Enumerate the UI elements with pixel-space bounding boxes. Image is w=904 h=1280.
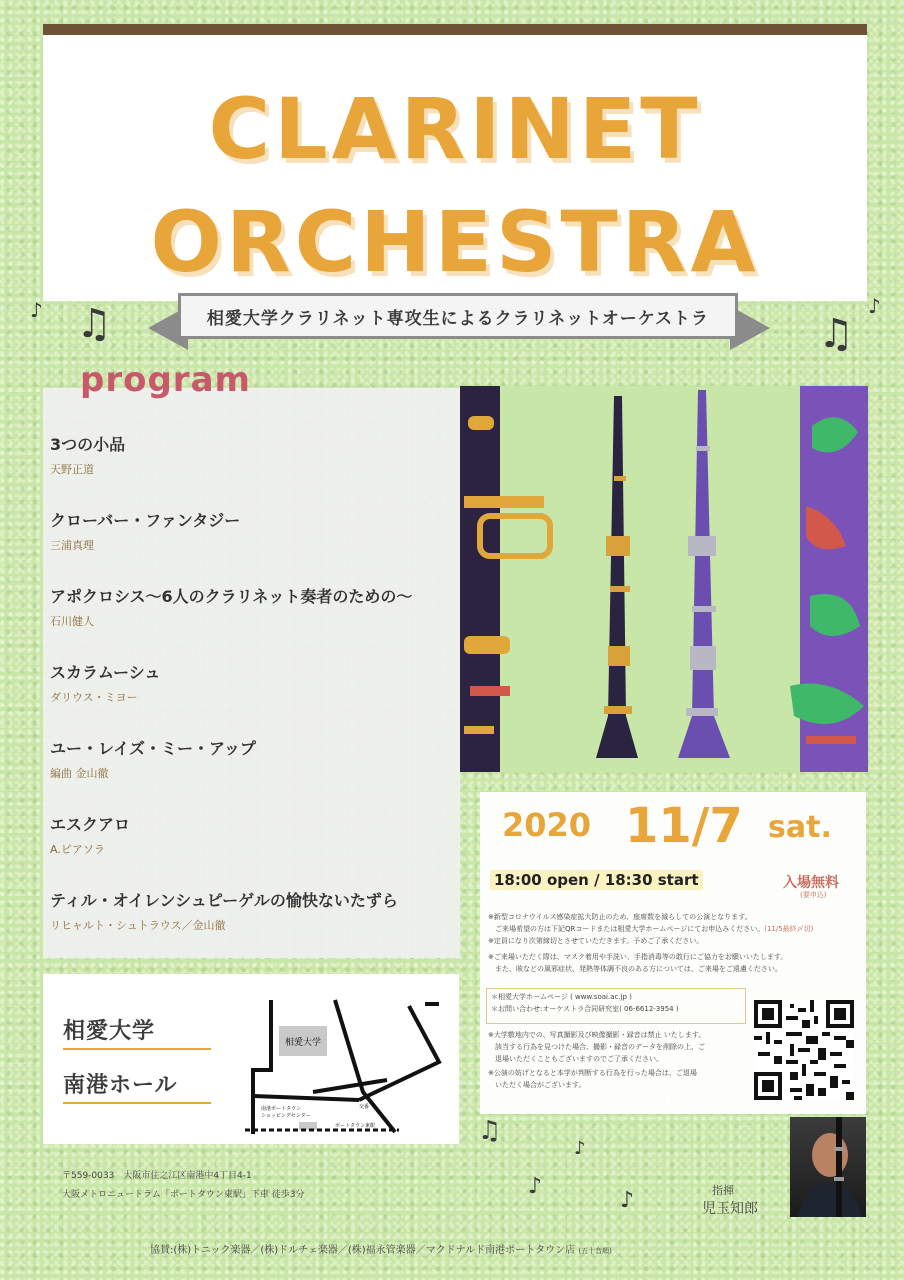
venue-address: 〒559-0033 大阪市住之江区南港中4丁目4-1 bbox=[62, 1171, 252, 1181]
program-title: 3つの小品 bbox=[50, 435, 126, 454]
program-item bbox=[50, 736, 256, 781]
music-note-icon: ♪ bbox=[620, 1188, 635, 1213]
contact-website[interactable]: ＊相愛大学ホームページ ( www.soai.ac.jp ) bbox=[491, 993, 632, 1001]
event-info-panel bbox=[480, 792, 866, 1114]
notice-text: また、咳などの風邪症状、発熱等体調不良のある方については、ご来場をご遠慮ください。 bbox=[488, 965, 782, 973]
program-composer: A.ピアソラ bbox=[50, 843, 105, 856]
conductor-photo bbox=[790, 1117, 866, 1217]
program-composer: リヒャルト・シュトラウス／金山徹 bbox=[50, 919, 226, 932]
map-university-label: 相愛大学 bbox=[284, 1038, 322, 1048]
program-title: エスクアロ bbox=[50, 815, 131, 834]
header-top-bar bbox=[43, 24, 867, 35]
sponsors-text: 協賛:(株)トニック楽器／(株)ドルチェ楽器／(株)福永管楽器／マクドナルド南港ポートタウン店 bbox=[150, 1245, 576, 1256]
clarinet-illustration bbox=[460, 386, 868, 772]
music-note-icon: ♪ bbox=[574, 1138, 586, 1159]
map-illustration bbox=[239, 996, 451, 1136]
notice-text: 退場いただくこともございますのでご了承ください。 bbox=[488, 1055, 663, 1063]
map-intersection-label: 交番 bbox=[359, 1104, 370, 1110]
program-title: ユー・レイズ・ミー・アップ bbox=[50, 739, 256, 758]
venue-underline bbox=[63, 1102, 211, 1104]
title-panel bbox=[43, 35, 867, 301]
sponsors-note: (五十音順) bbox=[578, 1247, 612, 1255]
program-item bbox=[50, 432, 125, 477]
subtitle-text: 相愛大学クラリネット専攻生によるクラリネットオーケストラ bbox=[206, 308, 710, 329]
program-heading: program bbox=[80, 360, 251, 400]
notice-text: 該当する行為を見つけた場合、撮影・録音のデータを削除の上、ご bbox=[488, 1043, 705, 1051]
notice-text: ※定員になり次第締切とさせていただきます。予めご了承ください。 bbox=[488, 937, 704, 945]
venue-underline bbox=[63, 1048, 211, 1050]
map-station-label: ポートタウン東駅 bbox=[335, 1123, 376, 1129]
program-composer: 編曲 金山徹 bbox=[50, 767, 109, 780]
program-composer: 天野正道 bbox=[50, 463, 94, 476]
notice-text bbox=[488, 924, 868, 935]
clarinet-artwork bbox=[460, 386, 868, 772]
notice-text-main: ご来場希望の方は下記QRコードまたは相愛大学ホームページにてお申込みください。 bbox=[488, 925, 765, 933]
venue-access: 大阪メトロニュートラム「ポートタウン東駅」下車 徒歩3分 bbox=[62, 1190, 305, 1200]
conductor-label: 指揮 bbox=[712, 1184, 734, 1197]
notice-text: ※大学敷地内での、写真撮影及び映像撮影・録音は禁止 いたします。 bbox=[488, 1031, 706, 1039]
contact-box bbox=[486, 988, 746, 1024]
event-date: 11/7 bbox=[625, 798, 743, 854]
title-orchestra: ORCHESTRA bbox=[150, 193, 760, 291]
notice-text: ※公演の妨げとなると本学が判断する行為を行った場合は、ご退場 bbox=[488, 1069, 697, 1077]
venue-name-university: 相愛大学 bbox=[63, 1019, 156, 1044]
qr-code[interactable] bbox=[754, 1000, 854, 1100]
program-composer: 石川健人 bbox=[50, 615, 94, 628]
conductor-portrait bbox=[790, 1117, 866, 1217]
music-note-icon: ♫ bbox=[478, 1116, 502, 1146]
notice-text: ※ご来場いただく際は、マスク着用や手洗い、手指消毒等の敢行にご協力をお願いいたします。 bbox=[488, 953, 788, 961]
music-note-icon: ♫ bbox=[76, 301, 112, 347]
program-item bbox=[50, 508, 240, 553]
program-item bbox=[50, 888, 398, 933]
event-time: 18:00 open / 18:30 start bbox=[490, 870, 703, 890]
program-item bbox=[50, 812, 130, 857]
music-note-icon: ♪ bbox=[30, 298, 43, 322]
program-title: クローバー・ファンタジー bbox=[50, 511, 241, 530]
contact-phone[interactable]: ＊お問い合わせ:オーケストラ合同研究室( 06-6612-3954 ) bbox=[491, 1004, 679, 1013]
event-weekday: sat. bbox=[768, 810, 832, 845]
program-title: アポクロシス〜6人のクラリネット奏者のための〜 bbox=[50, 587, 413, 606]
venue-panel bbox=[43, 974, 459, 1144]
program-item bbox=[50, 584, 412, 629]
notice-deadline: (11/5最終〆切) bbox=[764, 925, 814, 933]
program-title: ティル・オイレンシュピーゲルの愉快ないたずら bbox=[50, 891, 398, 910]
music-note-icon: ♫ bbox=[818, 311, 854, 357]
sponsors-line bbox=[150, 1241, 904, 1256]
conductor-name: 児玉知郎 bbox=[702, 1201, 758, 1217]
venue-name-hall: 南港ホール bbox=[63, 1073, 178, 1098]
title-clarinet: CLARINET bbox=[208, 80, 702, 178]
notice-text: いただく場合がございます。 bbox=[488, 1081, 586, 1089]
admission-free: 入場無料 bbox=[783, 875, 839, 891]
program-composer: ダリウス・ミヨー bbox=[50, 691, 138, 704]
access-map bbox=[239, 996, 451, 1136]
program-title: スカラムーシュ bbox=[50, 663, 161, 682]
music-note-icon: ♪ bbox=[868, 294, 881, 318]
qr-code-icon bbox=[754, 1000, 854, 1100]
music-note-icon: ♪ bbox=[528, 1174, 543, 1199]
map-mall-label: 南港ポートタウンショッピングセンター bbox=[261, 1106, 311, 1119]
program-composer: 三浦真理 bbox=[50, 539, 94, 552]
program-panel bbox=[43, 388, 460, 958]
event-year: 2020 bbox=[502, 806, 592, 844]
program-item bbox=[50, 660, 160, 705]
notice-text: ※新型コロナウイルス感染症拡大防止のため、座席数を減らしての公演となります。 bbox=[488, 913, 752, 921]
subtitle-ribbon bbox=[178, 293, 738, 339]
admission-note: (要申込) bbox=[800, 891, 827, 899]
